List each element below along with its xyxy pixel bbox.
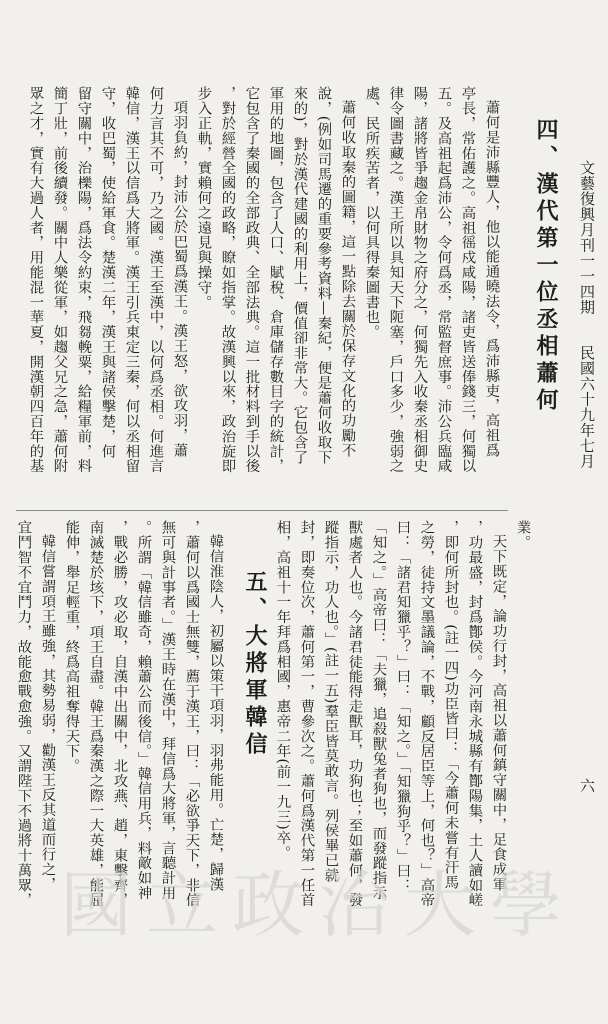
text-column: 處、民所疾苦者，以何具得秦圖書也。 — [363, 86, 380, 340]
issue-date: 民國六十九年七月 — [578, 345, 596, 469]
text-column: 簡丁壯，前後續發。關中人樂從軍，如趨父兄之急，蕭何附 — [51, 86, 68, 474]
text-column: 南滅楚於垓下，項王自盡。韓王爲秦漢之際一大英雄，能屈 — [87, 520, 104, 908]
text-column: 律令圖書藏之。漢王所以具知天下阨塞，戶口多少，強弱之 — [387, 86, 404, 474]
text-column: ，戰必勝，攻必取，自漢中出關中，北攻燕、趙，東擊齊， — [111, 520, 128, 908]
library-watermark: 國立政治大學 — [60, 863, 577, 947]
text-column: 來的)，對於漢代建國的利用上，價值卻非常大。它包含了 — [291, 86, 308, 465]
text-column: ，功最盛，封爲酇侯。今河南永城縣有酇陽集，土人讀如嵯 — [466, 520, 483, 908]
text-column: 韓信，漢王以信爲大將軍。漢王引兵東定三秦，何以丞相留 — [123, 86, 140, 474]
page-number: 六 — [578, 778, 596, 794]
text-column: ，蕭何以爲國士無雙，薦于漢王，曰：「必欲爭天下，非信 — [183, 520, 200, 908]
text-column: 無可與計事者。」漢王時在漢中，拜信爲大將軍，言聽計用 — [159, 520, 176, 901]
text-column: 能伸，舉足輕重，終爲高祖奪得天下。 — [63, 520, 80, 774]
text-column: 何力言其不可，乃之國。漢王至漢中，以何爲丞相。何進言 — [147, 86, 164, 474]
section-heading: 四、漢代第一位丞相蕭何 — [533, 118, 559, 415]
text-column: 獸處者人也。今諸君徒能得走獸耳，功狗也；至如蕭何，發 — [346, 520, 363, 908]
text-column: 說，(例如司馬遷的重要參考資料—秦紀，便是蕭何收取下 — [315, 86, 332, 465]
text-column: 五。及高祖起爲沛公，令何爲丞，常監督庶事。沛公兵臨咸 — [435, 86, 452, 474]
text-column: 守，收巴蜀，使給軍食。楚漢二年，漢王與諸侯擊楚，何 — [99, 86, 116, 459]
text-column: 留守關中，治櫟陽，爲法令約束，飛芻輓粟，給糧軍前，料 — [75, 86, 92, 474]
text-column: 陽，諸將皆爭趨金帛財物之府分之，何獨先入收秦丞相御史 — [411, 86, 428, 474]
text-column: 項羽負約，封沛公於巴蜀爲漢王。漢王怒，欲攻羽，蕭 — [171, 100, 188, 458]
text-column: 曰：「諸君知獵乎？」曰：「知之。」「知獵狗乎？」曰： — [394, 520, 411, 893]
text-column: 韓信淮陰人，初屬以策干項羽，羽弗能用。亡楚，歸漢 — [207, 534, 224, 892]
text-column: 宜鬥智不宜鬥力，故能愈戰愈強。又謂陛下不過將十萬眾， — [15, 520, 32, 908]
text-column: 業。 — [514, 520, 531, 550]
text-column: 天下既定，論功行封，高祖以蕭何鎮守關中，足食成軍 — [490, 534, 507, 892]
text-column: ，即何所封也。(註一四)功臣皆曰：「今蕭何未嘗有汗馬 — [442, 520, 459, 890]
section-heading: 五、大將軍韓信 — [242, 570, 268, 759]
journal-title: 文藝復興月刊一一四期 — [578, 160, 596, 315]
text-column: 亭長，常佑護之。高祖徭戍咸陽，諸吏皆送俸錢三，何獨以 — [459, 86, 476, 474]
text-column: 蕭何收取秦的圖籍，這一點除去關於保存文化的功勵不 — [339, 100, 356, 458]
text-column: 眾之才，實有大過人者，用能混一華夏，開漢朝四百年的基 — [27, 86, 44, 474]
text-column: 韓信嘗謂項王雖強，其勢易弱，勸漢王反其道而行之， — [39, 534, 56, 892]
text-column: 封，即奏位次，蕭何第一，曹參次之。蕭何爲漢代第一任首 — [298, 520, 315, 908]
text-column: 軍用的地圖，包含了人口、賦稅、倉庫儲存數目字的統計， — [267, 86, 284, 474]
text-column: 蕭何是沛縣豐人，他以能通曉法令，爲沛縣吏，高祖爲 — [483, 100, 500, 458]
text-column: ，對於經營全國的政略，瞭如指掌。故漢興以來，政治旋即 — [219, 86, 236, 474]
half-divider — [16, 510, 508, 511]
text-column: 蹤指示，功人也。」(註一五)羣臣皆莫敢言。列侯畢已就 — [322, 520, 339, 883]
text-column: 步入正軌，實賴何之遠見與操守。 — [195, 86, 212, 310]
text-column: 之勞，徒持文墨議論，不戰，顧反居臣等上，何也？」高帝 — [418, 520, 435, 908]
text-column: 「知之。」高帝曰：「夫獵，追殺獸兔者狗也，而發蹤指示 — [370, 520, 387, 901]
text-column: 相，高祖十一年拜爲相國，惠帝二年(前一九三)卒。 — [274, 520, 291, 861]
text-column: 它包含了秦國的全部政典、全部法典。這一批材料到手以後 — [243, 86, 260, 474]
text-column: 。所謂「韓信雖奇，賴蕭公而後信。」韓信用兵，料敵如神 — [135, 520, 152, 901]
